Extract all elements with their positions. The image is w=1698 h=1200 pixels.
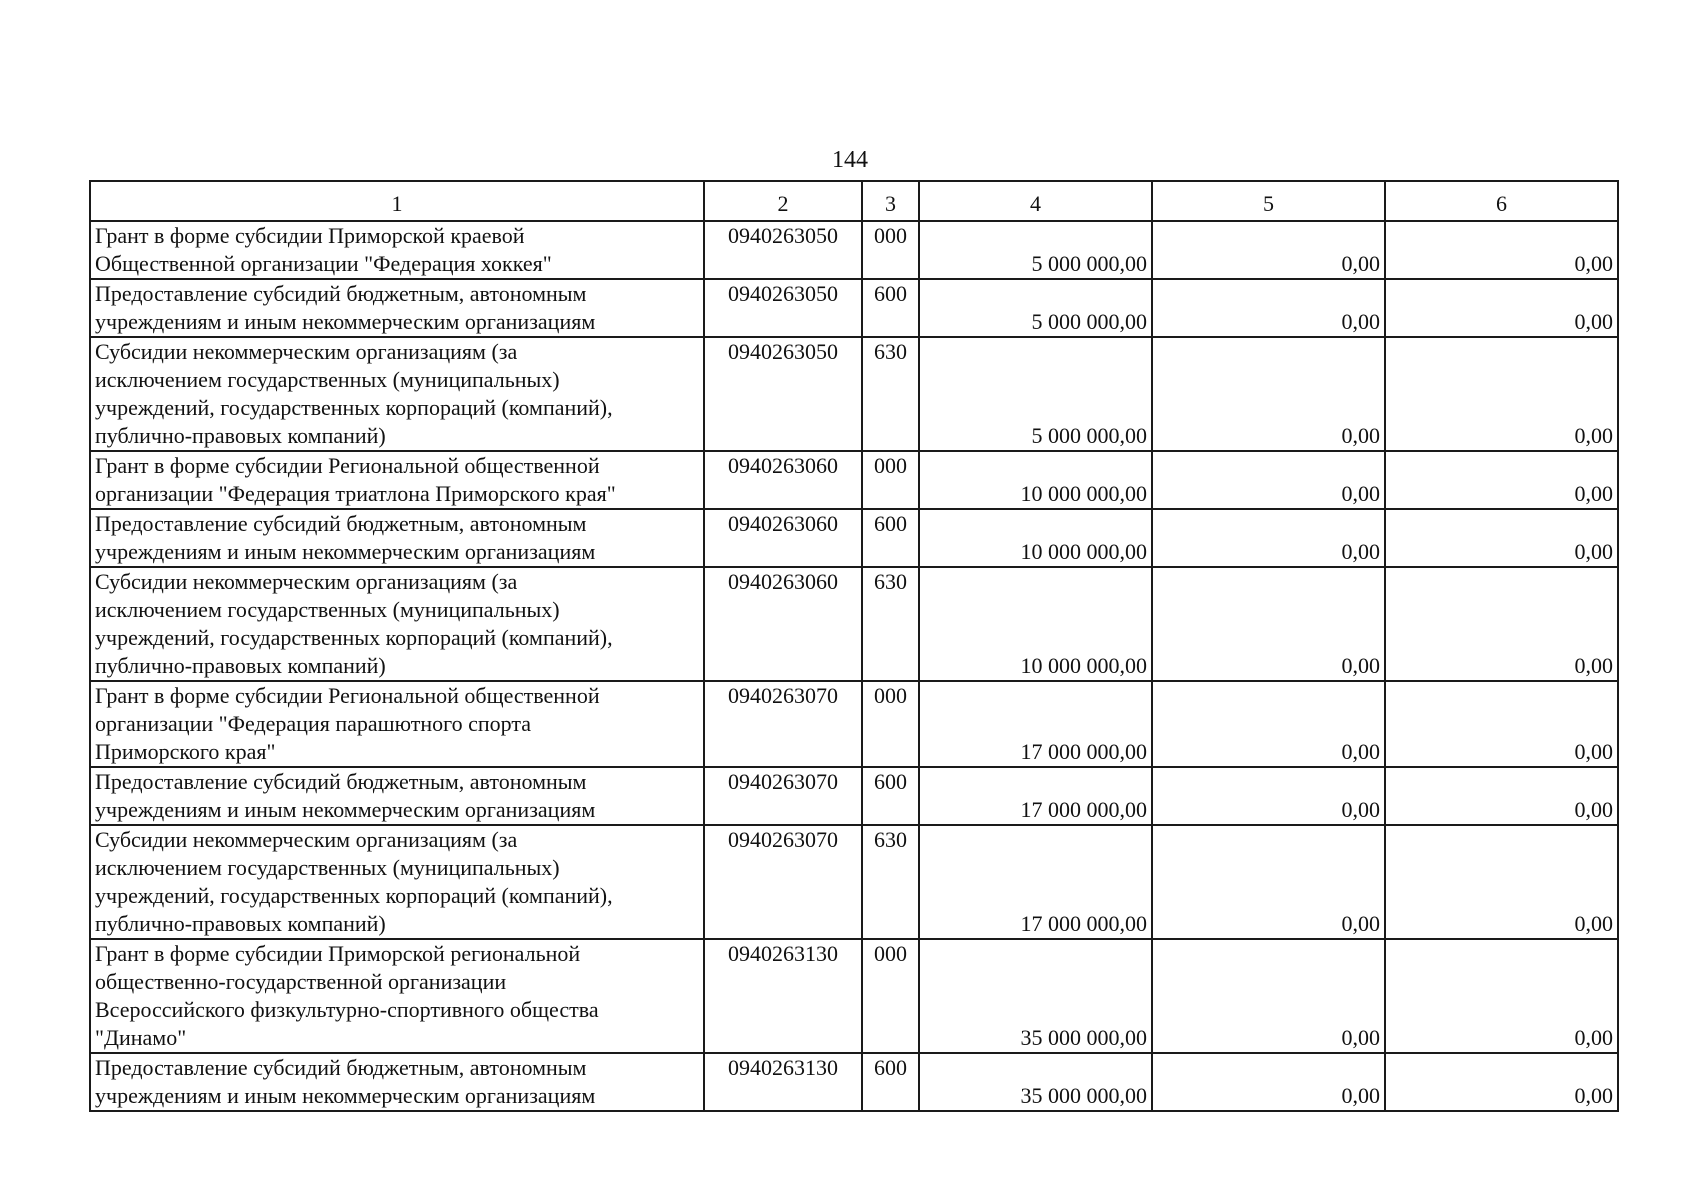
row-amount-col5-cell: 0,00: [1152, 1053, 1385, 1111]
row-amount-col5-cell: 0,00: [1152, 337, 1385, 451]
row-code-cell: 0940263050: [704, 279, 862, 337]
row-amount-col5-cell: 0,00: [1152, 825, 1385, 939]
table-row: [90, 567, 1618, 681]
row-amount-col4-cell: 17 000 000,00: [919, 825, 1152, 939]
row-amount-col6-cell: 0,00: [1385, 221, 1618, 279]
row-amount-col4-cell: 17 000 000,00: [919, 767, 1152, 825]
row-code-cell: 0940263130: [704, 1053, 862, 1111]
row-name-cell: Грант в форме субсидии Приморской краевой Общественной организации "Федерация хоккея": [90, 221, 704, 279]
row-amount-col4-cell: 35 000 000,00: [919, 939, 1152, 1053]
row-amount-col4-cell: 35 000 000,00: [919, 1053, 1152, 1111]
header-col-2: 2: [704, 181, 862, 221]
row-amount-col6-cell: 0,00: [1385, 451, 1618, 509]
row-amount-col6-cell: 0,00: [1385, 509, 1618, 567]
row-amount-col4-cell: 5 000 000,00: [919, 279, 1152, 337]
table-row: [90, 767, 1618, 825]
row-type-cell: 630: [862, 567, 919, 681]
table-row: [90, 451, 1618, 509]
row-name-cell: Субсидии некоммерческим организациям (за исключением государственных (муниципальных) учреждений, государственных корпораций (компаний), публично-правовых компаний): [90, 825, 704, 939]
row-type-cell: 000: [862, 939, 919, 1053]
row-amount-col6-cell: 0,00: [1385, 939, 1618, 1053]
row-name-cell: Субсидии некоммерческим организациям (за исключением государственных (муниципальных) учреждений, государственных корпораций (компаний), публично-правовых компаний): [90, 337, 704, 451]
table-row: [90, 681, 1618, 767]
table-row: [90, 1053, 1618, 1111]
row-type-cell: 000: [862, 451, 919, 509]
row-amount-col6-cell: 0,00: [1385, 825, 1618, 939]
row-amount-col5-cell: 0,00: [1152, 939, 1385, 1053]
row-amount-col6-cell: 0,00: [1385, 279, 1618, 337]
row-code-cell: 0940263060: [704, 567, 862, 681]
row-type-cell: 000: [862, 681, 919, 767]
row-type-cell: 000: [862, 221, 919, 279]
header-row: [90, 181, 1618, 221]
row-type-cell: 630: [862, 337, 919, 451]
row-name-cell: Грант в форме субсидии Региональной общественной организации "Федерация триатлона Приморского края": [90, 451, 704, 509]
row-name-cell: Грант в форме субсидии Приморской региональной общественно-государственной организации Всероссийского физкультурно-спортивного общества "Динамо": [90, 939, 704, 1053]
row-code-cell: 0940263070: [704, 681, 862, 767]
row-amount-col6-cell: 0,00: [1385, 337, 1618, 451]
row-code-cell: 0940263050: [704, 221, 862, 279]
row-code-cell: 0940263060: [704, 509, 862, 567]
row-name-cell: Предоставление субсидий бюджетным, автономным учреждениям и иным некоммерческим организациям: [90, 1053, 704, 1111]
header-col-3: 3: [862, 181, 919, 221]
header-col-1: 1: [90, 181, 704, 221]
row-type-cell: 600: [862, 767, 919, 825]
budget-table: [89, 180, 1619, 1112]
row-amount-col4-cell: 10 000 000,00: [919, 451, 1152, 509]
row-code-cell: 0940263050: [704, 337, 862, 451]
header-col-4: 4: [919, 181, 1152, 221]
row-amount-col6-cell: 0,00: [1385, 681, 1618, 767]
table-row: [90, 337, 1618, 451]
row-code-cell: 0940263070: [704, 767, 862, 825]
row-type-cell: 600: [862, 1053, 919, 1111]
table-row: [90, 939, 1618, 1053]
table-row: [90, 279, 1618, 337]
row-amount-col5-cell: 0,00: [1152, 221, 1385, 279]
row-name-cell: Субсидии некоммерческим организациям (за исключением государственных (муниципальных) учреждений, государственных корпораций (компаний), публично-правовых компаний): [90, 567, 704, 681]
table-row: [90, 509, 1618, 567]
row-amount-col6-cell: 0,00: [1385, 767, 1618, 825]
row-amount-col4-cell: 5 000 000,00: [919, 221, 1152, 279]
header-col-5: 5: [1152, 181, 1385, 221]
row-amount-col4-cell: 5 000 000,00: [919, 337, 1152, 451]
row-code-cell: 0940263130: [704, 939, 862, 1053]
row-name-cell: Предоставление субсидий бюджетным, автономным учреждениям и иным некоммерческим организациям: [90, 509, 704, 567]
row-name-cell: Предоставление субсидий бюджетным, автономным учреждениям и иным некоммерческим организациям: [90, 767, 704, 825]
row-name-cell: Грант в форме субсидии Региональной общественной организации "Федерация парашютного спорта Приморского края": [90, 681, 704, 767]
row-amount-col4-cell: 10 000 000,00: [919, 567, 1152, 681]
table-header: [90, 181, 1618, 221]
row-type-cell: 600: [862, 509, 919, 567]
row-amount-col4-cell: 17 000 000,00: [919, 681, 1152, 767]
table-row: [90, 221, 1618, 279]
row-name-cell: Предоставление субсидий бюджетным, автономным учреждениям и иным некоммерческим организациям: [90, 279, 704, 337]
row-type-cell: 600: [862, 279, 919, 337]
row-amount-col5-cell: 0,00: [1152, 509, 1385, 567]
row-amount-col5-cell: 0,00: [1152, 767, 1385, 825]
page-number: 144: [832, 147, 868, 173]
row-amount-col5-cell: 0,00: [1152, 567, 1385, 681]
row-type-cell: 630: [862, 825, 919, 939]
table-body: [90, 221, 1618, 1111]
row-code-cell: 0940263060: [704, 451, 862, 509]
header-col-6: 6: [1385, 181, 1618, 221]
row-amount-col6-cell: 0,00: [1385, 567, 1618, 681]
table-row: [90, 825, 1618, 939]
row-amount-col5-cell: 0,00: [1152, 279, 1385, 337]
row-amount-col4-cell: 10 000 000,00: [919, 509, 1152, 567]
row-amount-col5-cell: 0,00: [1152, 451, 1385, 509]
row-amount-col5-cell: 0,00: [1152, 681, 1385, 767]
row-amount-col6-cell: 0,00: [1385, 1053, 1618, 1111]
row-code-cell: 0940263070: [704, 825, 862, 939]
